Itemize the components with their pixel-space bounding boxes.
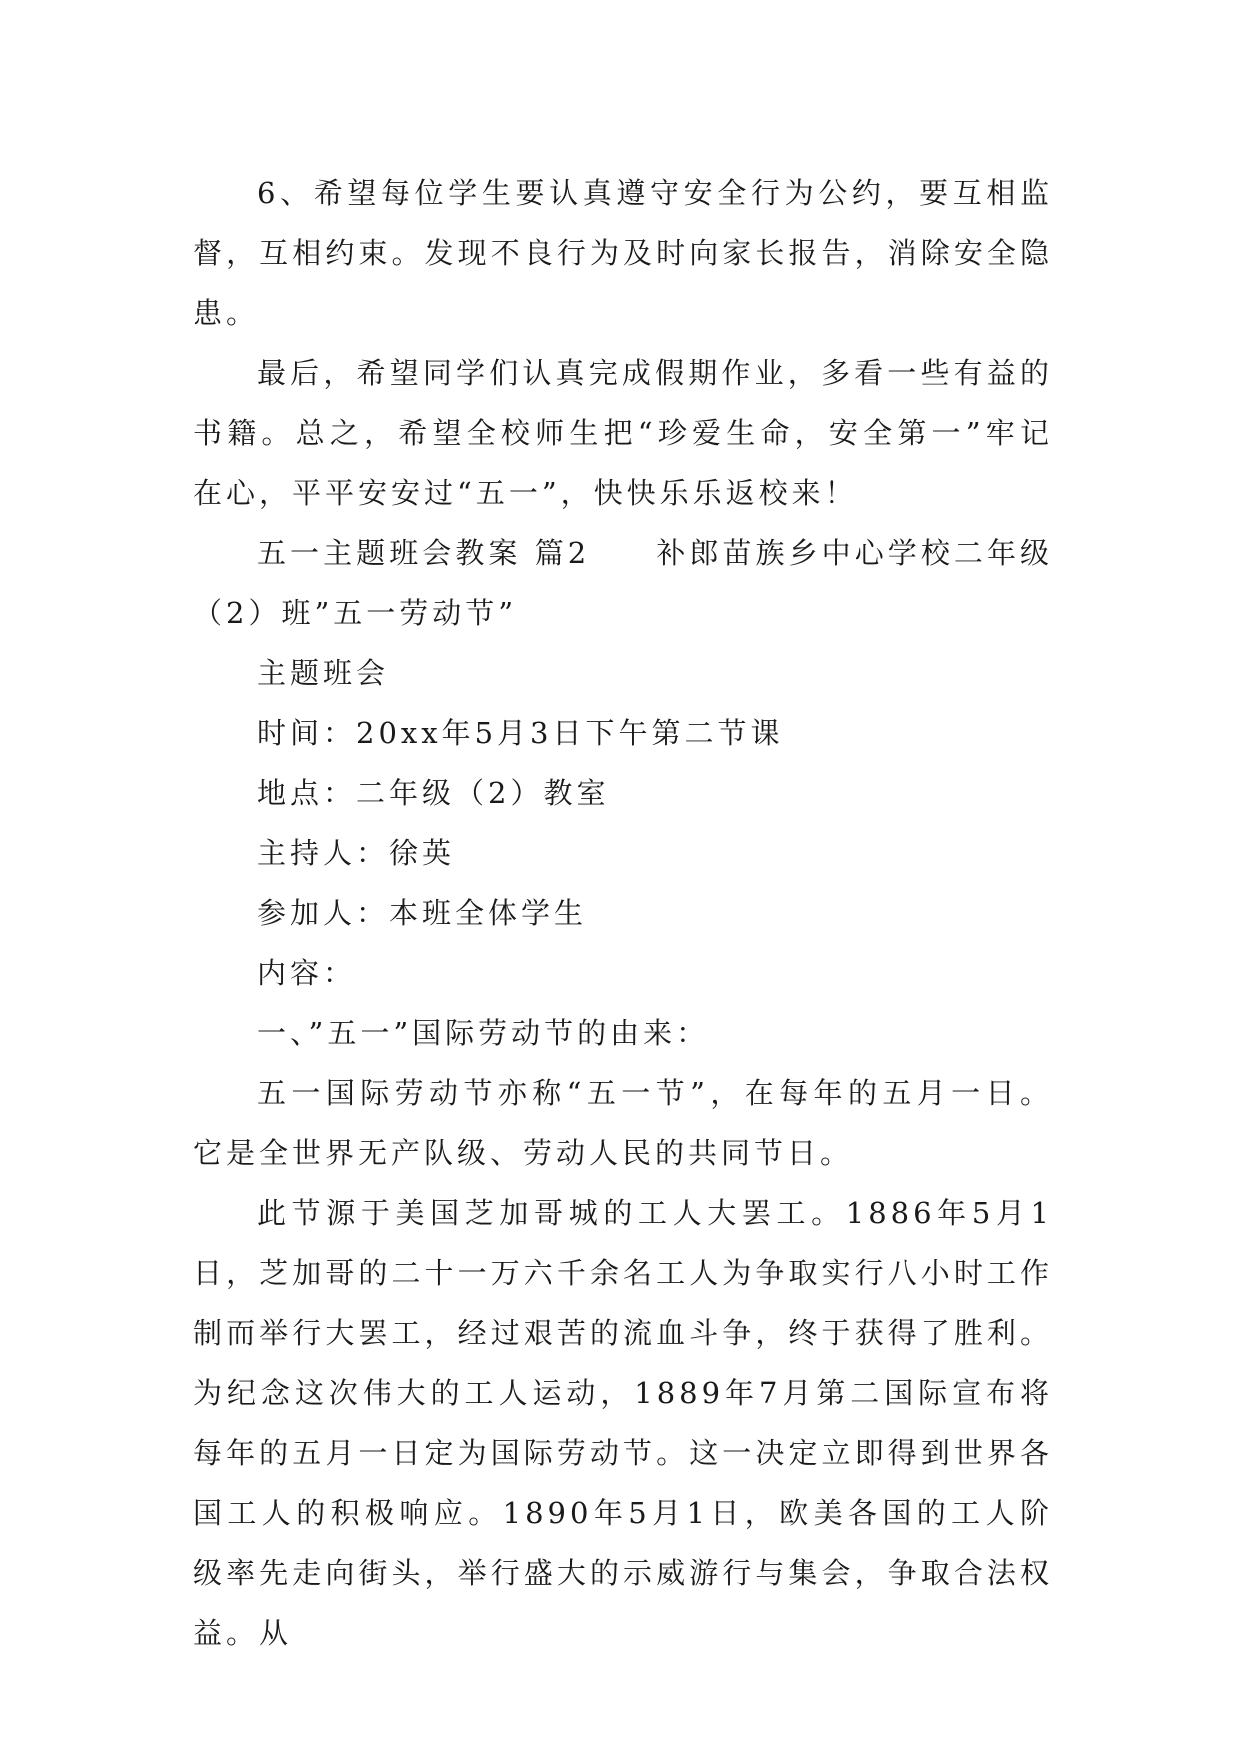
paragraph-location: 地点：二年级（2）教室 <box>257 776 610 810</box>
document-page <box>193 163 1053 1663</box>
paragraph-participants: 参加人：本班全体学生 <box>257 896 588 930</box>
paragraph-class-meeting: 主题班会 <box>257 656 390 690</box>
paragraph-host: 主持人：徐英 <box>257 836 456 870</box>
paragraph-may-day-intro: 五一国际劳动节亦称“五一节”，在每年的五月一日。它是全世界无产队级、劳动人民的共同节日。 <box>193 1076 1053 1170</box>
paragraph-may-day-history: 此节源于美国芝加哥城的工人大罢工。1886年5月1日，芝加哥的二十一万六千余名工人为争取实行八小时工作制而举行大罢工，经过艰苦的流血斗争，终于获得了胜利。为纪念这次伟大的工人运动，1889年7月第二国际宣布将每年的五月一日定为国际劳动节。这一决定立即得到世界各国工人的积极响应。1890年5月1日，欧美各国的工人阶级率先走向街头，举行盛大的示威游行与集会，争取合法权益。从 <box>193 1196 1053 1650</box>
paragraph-content-label: 内容： <box>257 956 357 990</box>
paragraph-closing-remarks: 最后，希望同学们认真完成假期作业，多看一些有益的书籍。总之，希望全校师生把“珍爱生命，安全第一”牢记在心，平平安安过“五一”，快快乐乐返校来！ <box>193 356 1053 510</box>
paragraph-time: 时间：20xx年5月3日下午第二节课 <box>257 716 784 750</box>
section-heading-lesson-2: 五一主题班会教案 篇2 补郎苗族乡中心学校二年级（2）班”五一劳动节” <box>193 536 1053 630</box>
paragraph-origin-heading: 一、”五一”国际劳动节的由来： <box>257 1016 710 1050</box>
paragraph-safety-item-6: 6、希望每位学生要认真遵守安全行为公约，要互相监督，互相约束。发现不良行为及时向家长报告，消除安全隐患。 <box>193 176 1053 330</box>
